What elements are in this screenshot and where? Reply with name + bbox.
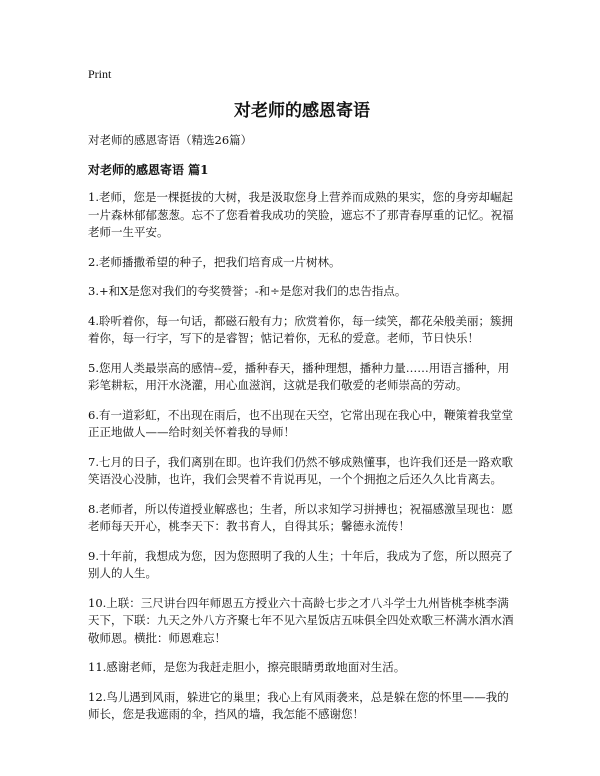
entry-paragraph: 5.您用人类最崇高的感情--爱，播种春天，播种理想，播种力量……用语言播种，用彩笔耕耘，用汗水浇灌，用心血滋润，这就是我们敬爱的老师崇高的劳动。 — [88, 360, 510, 392]
print-label[interactable]: Print — [88, 67, 112, 81]
entry-paragraph: 9.十年前，我想成为您，因为您照明了我的人生；十年后，我成为了您，所以照亮了别人的人生。 — [88, 548, 513, 580]
entry-paragraph: 1.老师，您是一棵挺拔的大树，我是汲取您身上营养而成熟的果实，您的身旁却崛起一片森林郁郁葱葱。忘不了您看着我成功的笑脸，遮忘不了那青春厚重的记忆。祝福老师一生平安。 — [88, 190, 514, 239]
entry-paragraph: 2.老师播撒希望的种子，把我们培育成一片树林。 — [88, 254, 341, 269]
document-subtitle: 对老师的感恩寄语（精选26篇） — [88, 133, 253, 147]
entry-paragraph: 4.聆听着你，每一句话，都磁石般有力；欣赏着你，每一续笑，都花朵般美丽；簇拥着你，每一行字，写下的是睿智；惦记着你，无私的爱意。老师，节日快乐！ — [88, 313, 513, 345]
entry-list — [88, 189, 516, 724]
entry-paragraph: 7.七月的日子，我们离别在即。也许我们仍然不够成熟懂事，也许我们还是一路欢歌笑语没心没肺，也许，我们会哭着不肯说再见，一个个拥抱之后还久久比肯离去。 — [88, 454, 513, 486]
entry-paragraph: 11.感谢老师，是您为我赶走胆小，擦亮眼睛勇敢地面对生活。 — [88, 660, 406, 674]
entry-paragraph: 10.上联：三尺讲台四年师恩五方授业六十高龄七步之才八斗学士九州皆桃李桃李满天下，下联：九天之外八方齐聚七年不见六星饭店五味俱全四处欢歌三杯满水酒水酒敬师恩。横批：师恩难忘！ — [88, 595, 514, 645]
entry-paragraph: 8.老师者，所以传道授业解惑也；生者，所以求知学习拼搏也；祝福感激呈现也：愿老师每天开心，桃李天下：教书育人，自得其乐；馨德永流传！ — [88, 501, 513, 533]
section-heading: 对老师的感恩寄语 篇1 — [88, 163, 209, 177]
entry-paragraph: 12.鸟儿遇到风雨，躲进它的巢里；我心上有风雨袭来，总是躲在您的怀里——我的师长，您是我遮雨的伞，挡风的墙，我怎能不感谢您！ — [88, 689, 509, 721]
document-title: 对老师的感恩寄语 — [234, 101, 370, 121]
entry-paragraph: 6.有一道彩虹，不出现在雨后，也不出现在天空，它常出现在我心中，鞭策着我堂堂正正地做人——给时刻关怀着我的导师！ — [88, 407, 513, 439]
entry-paragraph: 3.+和X是您对我们的夸奖赞誉；-和÷是您对我们的忠告指点。 — [88, 284, 407, 298]
